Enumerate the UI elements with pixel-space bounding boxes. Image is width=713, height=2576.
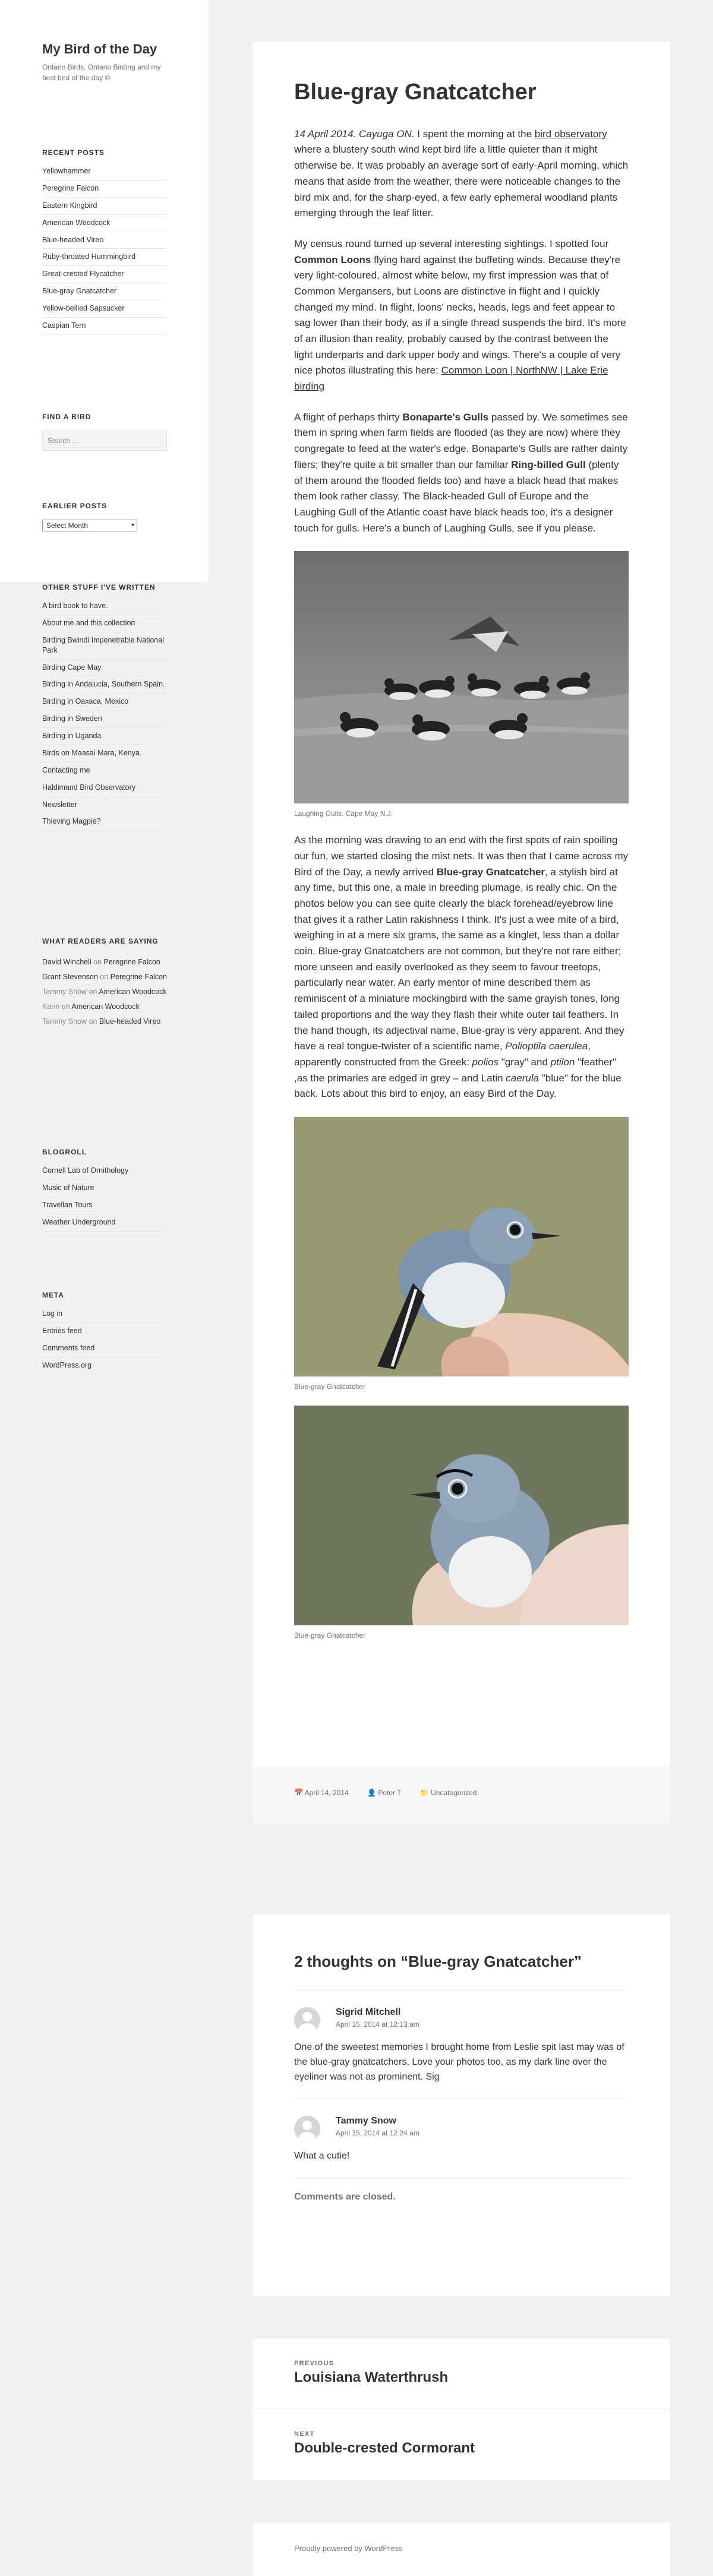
post-date[interactable]: 📅 April 14, 2014 [294,1789,349,1797]
recent-comment [42,970,167,985]
comment-on: on [93,958,102,966]
comment-on: on [100,972,109,981]
figure-gnatcatcher-1 [294,1117,629,1391]
greek-word: ptilon [550,1056,575,1068]
recent-post-link[interactable]: American Woodcock [42,215,167,232]
sidebar [0,0,209,582]
recent-post-link[interactable]: Blue-gray Gnatcatcher [42,283,167,300]
other-stuff-widget [42,583,167,831]
meta-link[interactable]: Comments feed [42,1340,167,1357]
gnatcatcher-photo[interactable] [294,1117,629,1376]
text-span: I spent the morning at the [414,128,535,140]
next-title: Double-crested Cormorant [294,2440,475,2456]
widget-title: OTHER STUFF I'VE WRITTEN [42,583,156,591]
month-select[interactable] [42,520,137,531]
recent-posts-widget [42,148,167,335]
comment-date[interactable]: April 15, 2014 at 12:24 am [336,2129,419,2138]
text-span: (plenty of them around the flooded fields too) and have a black head that makes them look rather classy. The Black-headed Gull of Europe and the Laughing Gull of the Atlantic coast have black heads too, it's a designer touch for gulls. Here's a bunch of Laughing Gulls, see if you please. [294,458,619,534]
post-author-text: Peter T [378,1789,402,1797]
blogroll-list [42,1166,167,1232]
comment [294,2099,629,2164]
comment-header [294,2007,629,2037]
page-link[interactable]: A bird book to have. [42,601,167,615]
page-link[interactable]: About me and this collection [42,615,167,632]
next-label: NEXT [294,2431,315,2438]
post-meta [253,1766,670,1823]
comment-post-link[interactable]: American Woodcock [71,1002,140,1011]
scientific-name: Polioptila caerulea [505,1040,588,1052]
recent-comments-widget [42,937,167,1028]
meta-link[interactable]: Log in [42,1309,167,1323]
post-paragraph [294,410,629,537]
page-link[interactable]: Birding Bwindi Impenetrable National Park [42,632,167,660]
month-select-value: Select Month [46,521,89,530]
comment-post-link[interactable]: American Woodcock [99,987,167,996]
text-span: where a blustery south wind kept bird life a little quieter than it might otherwise be. It was probably an average sort of early-April morning, which means that aside from the weather, there were noticeable changes to the bird mix and, for the sharp-eyed, a few early ephemeral woodland plants emerging through the leaf litter. [294,144,629,219]
post-navigation [253,2338,670,2480]
widget-title: EARLIER POSTS [42,502,108,510]
comment [294,1990,629,2084]
page-link[interactable]: Birding in Uganda [42,728,167,745]
text-span: A flight of perhaps thirty [294,411,403,423]
recent-post-link[interactable]: Great-crested Flycatcher [42,266,167,283]
recent-comment [42,999,167,1014]
blogroll-widget [42,1148,167,1232]
recent-comments-list [42,955,167,1028]
comment-post-link[interactable]: Peregrine Falcon [103,958,160,966]
figure-laughing-gulls [294,551,629,818]
comment-header [294,2116,629,2145]
post-paragraph [294,236,629,395]
text-span: "blue" for the blue back. Lots about this bird to enjoy, an easy Bird of the Day. [294,1072,621,1100]
comment-post-link[interactable]: Blue-headed Vireo [99,1017,161,1026]
recent-comment [42,985,167,999]
observatory-link[interactable]: bird observatory [534,128,607,140]
search-input[interactable]: Search … [42,431,167,451]
site-description: Ontario Birds, Ontario Birding and my best bird of the day © [42,63,161,83]
comment-on: on [89,1017,97,1026]
gnatcatcher-photo[interactable] [294,1406,629,1625]
comment-date[interactable]: April 15, 2014 at 12:13 am [336,2020,419,2028]
post-author[interactable]: 👤 Peter T [367,1789,402,1797]
post-content [253,42,670,1640]
site-branding [42,42,167,83]
recent-post-link[interactable]: Yellow-bellied Sapsucker [42,300,167,318]
comment-on: on [61,1002,70,1011]
blogroll-link[interactable]: Music of Nature [42,1180,167,1197]
widget-title: META [42,1291,64,1299]
figure-gnatcatcher-2 [294,1406,629,1640]
comments-closed-notice: Comments are closed. [294,2178,629,2202]
recent-post-link[interactable]: Ruby-throated Hummingbird [42,249,167,266]
widget-title: WHAT READERS ARE SAYING [42,937,159,945]
blogroll-link[interactable]: Cornell Lab of Ornithology [42,1166,167,1180]
page-link[interactable]: Newsletter [42,797,167,814]
bird-name: Common Loons [294,254,371,265]
meta-list [42,1309,167,1375]
page-link[interactable]: Contacting me [42,762,167,780]
text-span: flying hard against the buffeting winds. Because they're very light-coloured, almost white below, my first impression was that of Common Mergansers, but Loons are distinctive in flight and I quickly changed my mind. In flight, loons' necks, heads, legs and feet appear to sag lower than their body, as if a single thread suspends the bird. It's more of an illusion than reality, probably caused by the contrast between the light underparts and dark upper body and wings. There's a couple of very nice photos illustrating this here: [294,254,626,376]
page-link[interactable]: Birds on Maasai Mara, Kenya. [42,745,167,762]
comment-author: Karin [42,1002,60,1011]
laughing-gulls-photo[interactable] [294,551,629,803]
comment-author[interactable]: Grant Stevenson [42,972,98,981]
avatar [294,2007,320,2033]
pages-list [42,601,167,831]
bird-name: Ring-billed Gull [511,458,586,470]
widget-title: RECENT POSTS [42,148,105,157]
site-footer [253,2523,670,2576]
bird-name: Bonaparte's Gulls [402,411,489,423]
comment-author: Sigrid Mitchell [336,2007,401,2017]
powered-by-link[interactable]: Proudly powered by WordPress [294,2544,403,2553]
previous-title: Louisiana Waterthrush [294,2369,449,2385]
comments-section [253,1914,670,2296]
post-date-text: April 14, 2014 [304,1789,349,1797]
text-span: As the morning was drawing to an end with the first spots of rain spoiling our fun, we started closing the mist nets. It was then that I came across my Bird of the Day, a newly arrived [294,834,629,878]
post-paragraph [294,126,629,221]
comment-author: Tammy Snow [42,987,87,996]
widget-title: FIND A BIRD [42,413,92,421]
search-widget [42,413,167,451]
text-span: , apparently constructed from the Greek: [294,1040,591,1068]
chevron-down-icon: ▾ [131,522,134,529]
page-link[interactable]: Thieving Magpie? [42,814,167,831]
comments-title: 2 thoughts on “Blue-gray Gnatcatcher” [294,1952,582,1970]
meta-link[interactable]: Entries feed [42,1323,167,1340]
post-paragraph [294,833,629,1102]
post-category-text: Uncategorized [431,1789,477,1797]
text-span: passed by. We sometimes see them in spring when farm fields are flooded (as they are now) where they congregate to feed at the water's edge. Bonaparte's Gulls are rather dainty fliers; they're quite a bit smaller than our familiar [294,411,628,470]
recent-post-link[interactable]: Peregrine Falcon [42,181,167,198]
latin-word: caerula [506,1072,540,1084]
page-link[interactable]: Haldimand Bird Observatory [42,780,167,797]
recent-comment [42,955,167,970]
bird-name: Blue-gray Gnatcatcher [436,866,545,878]
page-link[interactable]: Birding in Andalucia, Southern Spain. [42,676,167,694]
comment-author: Tammy Snow [336,2116,396,2126]
date-location: 14 April 2014. Cayuga ON. [294,128,415,140]
blogroll-link[interactable]: Weather Underground [42,1214,167,1232]
previous-label: PREVIOUS [294,2360,335,2367]
figure-caption: Blue-gray Gnatcatcher [294,1382,366,1391]
post-category[interactable]: 📁 Uncategorized [419,1789,477,1797]
common-loon-link[interactable]: Common Loon | NorthNW | Lake Erie birding [294,365,608,393]
avatar [294,2116,320,2142]
comment-author: Tammy Snow [42,1017,87,1026]
recent-post-link[interactable]: Yellowhammer [42,166,167,181]
text-span: "feather" ,as the primaries are edged in grey – and Latin [294,1056,617,1084]
meta-widget [42,1291,167,1375]
page-link[interactable]: Birding Cape May [42,660,167,677]
post-title: Blue-gray Gnatcatcher [294,80,537,105]
next-post-link[interactable] [253,2409,670,2480]
recent-post-link[interactable]: Caspian Tern [42,318,167,335]
comment-text: One of the sweetest memories I brought home from Leslie spit last may was of the blue-gray gnatcatchers. Love your photos too, as my dark line over the eyeliner was not as prominent. Sig [294,2042,624,2082]
figure-caption: Laughing Gulls. Cape May N.J. [294,809,393,818]
recent-post-link[interactable]: Blue-headed Vireo [42,232,167,249]
archives-widget [42,502,167,531]
site-title[interactable]: My Bird of the Day [42,42,157,56]
widget-title: BLOGROLL [42,1148,87,1156]
meta-link[interactable]: WordPress.org [42,1357,167,1375]
post-article [253,42,670,1823]
comment-on: on [89,987,97,996]
greek-word: polios [472,1056,499,1068]
text-span: "gray" and [498,1056,551,1068]
page-link[interactable]: Birding in Sweden [42,711,167,728]
recent-comment [42,1014,167,1029]
comment-post-link[interactable]: Peregrine Falcon [110,972,167,981]
text-span: , a stylish bird at any time, but this one, a male in breeding plumage, is really chic. On the photos below you can see quite clearly the black forehead/eyebrow line that gives it a rather Latin rakishness I think. It's just a wee mite of a bird, weighing in at a mere six grams, the same as a kinglet, less than a dollar coin. Blue-gray Gnatcatchers are not common, but they're not rare either; more unseen and easily overlooked as they seem to favour treetops, particularly near water. An early mentor of mine described them as reminiscent of a miniature mockingbird with the same grayish tones, long tailed proportions and the way they flash their white outer tail feathers. In the hand though, its adjectival name, Blue-gray is very apparent. And they have a real tongue-twister of a scientific name, [294,866,624,1052]
comment-author[interactable]: David Winchell [42,958,92,966]
recent-post-link[interactable]: Eastern Kingbird [42,198,167,215]
blogroll-link[interactable]: Travellan Tours [42,1197,167,1214]
text-span: My census round turned up several interesting sightings. I spotted four [294,238,609,249]
comment-text: What a cutie! [294,2151,350,2162]
figure-caption: Blue-gray Gnatcatcher [294,1631,366,1640]
previous-post-link[interactable] [253,2338,670,2409]
page-link[interactable]: Birding in Oaxaca, Mexico [42,694,167,711]
recent-posts-list [42,166,167,335]
